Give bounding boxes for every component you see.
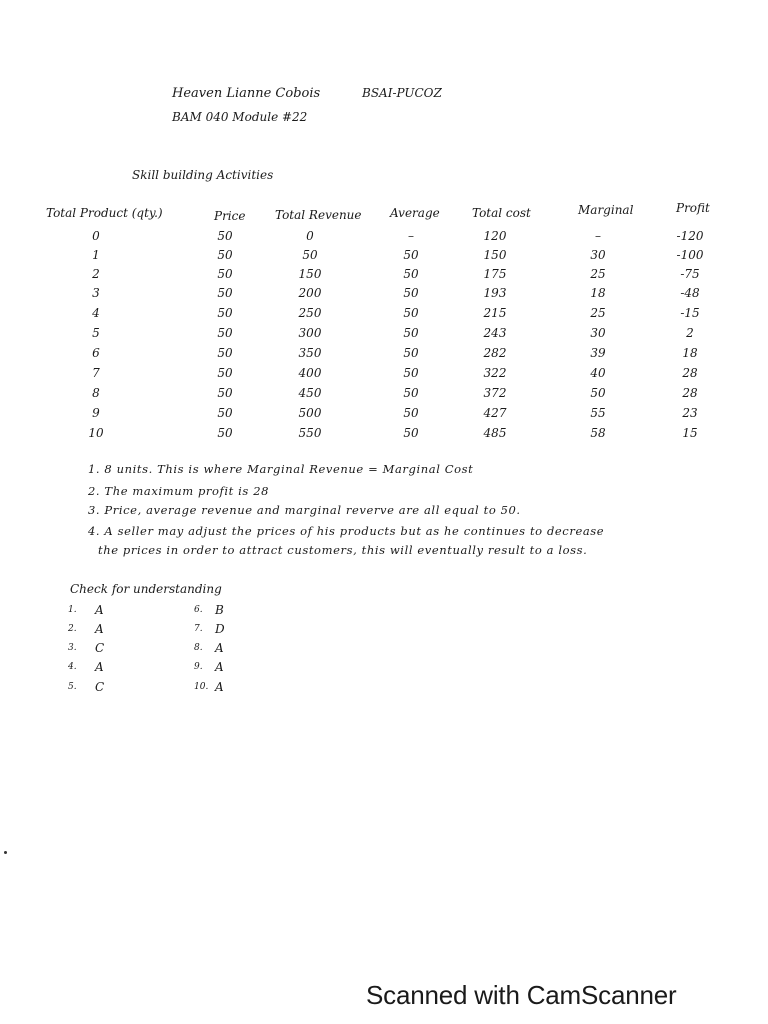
cell-average: 50 [403,346,419,360]
activity-title: Skill building Activities [132,168,274,182]
cell-marginal: 55 [590,406,606,420]
cell-price: 50 [217,406,233,420]
cell-profit: 15 [682,426,698,440]
cell-total-revenue: 150 [298,267,322,281]
cell-total-revenue: 500 [298,406,322,420]
cell-marginal: 30 [590,326,606,340]
check-item-number: 8. [194,643,203,653]
cell-marginal: 58 [590,426,606,440]
cell-total-revenue: 0 [306,229,314,243]
cell-total-cost: 322 [483,366,507,380]
cell-quantity: 2 [92,267,100,281]
cell-profit: -100 [676,248,704,262]
cell-profit: 28 [682,366,698,380]
check-item-number: 9. [194,662,203,672]
cell-average: 50 [403,267,419,281]
cell-total-cost: 150 [483,248,507,262]
cell-profit: -15 [680,306,700,320]
answer-4: 4. A seller may adjust the prices of his products but as he continues to decrease [88,524,605,538]
cell-price: 50 [217,229,233,243]
cell-marginal: 18 [590,286,606,300]
cell-average: 50 [403,286,419,300]
cell-marginal: 40 [590,366,606,380]
check-item-number: 10. [194,682,209,692]
header-marginal: Marginal [578,203,634,217]
cell-price: 50 [217,326,233,340]
cell-price: 50 [217,426,233,440]
cell-quantity: 0 [92,229,100,243]
cell-profit: 2 [686,326,694,340]
cell-total-revenue: 300 [298,326,322,340]
cell-total-cost: 215 [483,306,507,320]
cell-quantity: 9 [92,406,100,420]
cell-average: 50 [403,406,419,420]
cell-average: 50 [403,426,419,440]
cell-marginal: 25 [590,267,606,281]
cell-total-cost: 243 [483,326,507,340]
cell-quantity: 4 [92,306,100,320]
cell-quantity: 1 [92,248,100,262]
cell-total-cost: 175 [483,267,507,281]
cell-marginal: 39 [590,346,606,360]
header-total-cost: Total cost [472,206,531,220]
cell-price: 50 [217,366,233,380]
answer-2: 2. The maximum profit is 28 [88,484,270,498]
cell-profit: 28 [682,386,698,400]
scan-speck [4,851,7,854]
cell-quantity: 7 [92,366,100,380]
cell-total-revenue: 550 [298,426,322,440]
cell-price: 50 [217,386,233,400]
check-item-number: 4. [68,662,77,672]
cell-price: 50 [217,346,233,360]
cell-price: 50 [217,286,233,300]
cell-total-cost: 120 [483,229,507,243]
cell-quantity: 8 [92,386,100,400]
check-item-answer: C [95,641,105,655]
header-profit: Profit [676,201,710,215]
check-item-answer: A [215,641,224,655]
cell-total-revenue: 50 [302,248,318,262]
cell-marginal: 25 [590,306,606,320]
check-item-answer: A [95,622,104,636]
cell-total-revenue: 400 [298,366,322,380]
cell-average: 50 [403,366,419,380]
cell-marginal: – [595,229,601,243]
cell-marginal: 50 [590,386,606,400]
cell-total-cost: 427 [483,406,507,420]
student-name: Heaven Lianne Cobois [172,86,321,101]
check-item-number: 1. [68,605,77,615]
cell-average: 50 [403,248,419,262]
header-price: Price [214,209,246,223]
course-module: BAM 040 Module #22 [172,110,308,124]
header-total-product: Total Product (qty.) [46,206,163,220]
cell-total-revenue: 450 [298,386,322,400]
answer-4-continued: the prices in order to attract customers, this will eventually result to a loss. [98,543,588,557]
cell-total-cost: 485 [483,426,507,440]
check-item-answer: C [95,680,105,694]
cell-total-cost: 282 [483,346,507,360]
cell-marginal: 30 [590,248,606,262]
cell-quantity: 6 [92,346,100,360]
cell-quantity: 10 [88,426,104,440]
cell-quantity: 5 [92,326,100,340]
cell-total-cost: 193 [483,286,507,300]
cell-total-revenue: 350 [298,346,322,360]
check-item-answer: A [215,680,224,694]
cell-quantity: 3 [92,286,100,300]
cell-price: 50 [217,248,233,262]
check-item-number: 5. [68,682,77,692]
check-item-answer: A [95,603,104,617]
cell-average: 50 [403,306,419,320]
cell-profit: -75 [680,267,700,281]
student-section: BSAI-PUCOZ [362,86,442,100]
header-total-revenue: Total Revenue [275,208,362,222]
cell-average: 50 [403,386,419,400]
check-item-number: 3. [68,643,77,653]
cell-total-revenue: 200 [298,286,322,300]
check-item-answer: A [215,660,224,674]
cell-price: 50 [217,306,233,320]
cell-total-cost: 372 [483,386,507,400]
cell-profit: 23 [682,406,698,420]
check-item-answer: B [215,603,224,617]
cell-average: 50 [403,326,419,340]
answer-3: 3. Price, average revenue and marginal reverve are all equal to 50. [88,503,521,517]
cell-profit: 18 [682,346,698,360]
check-item-answer: D [215,622,225,636]
cell-profit: -48 [680,286,700,300]
camscanner-watermark: Scanned with CamScanner [366,980,677,1010]
cell-average: – [408,229,414,243]
header-average: Average [390,206,440,220]
check-item-answer: A [95,660,104,674]
check-item-number: 7. [194,624,203,634]
check-item-number: 2. [68,624,77,634]
check-understanding-title: Check for understanding [70,582,222,596]
answer-1: 1. 8 units. This is where Marginal Revenue = Marginal Cost [88,462,474,476]
cell-total-revenue: 250 [298,306,322,320]
cell-price: 50 [217,267,233,281]
cell-profit: -120 [676,229,704,243]
check-item-number: 6. [194,605,203,615]
